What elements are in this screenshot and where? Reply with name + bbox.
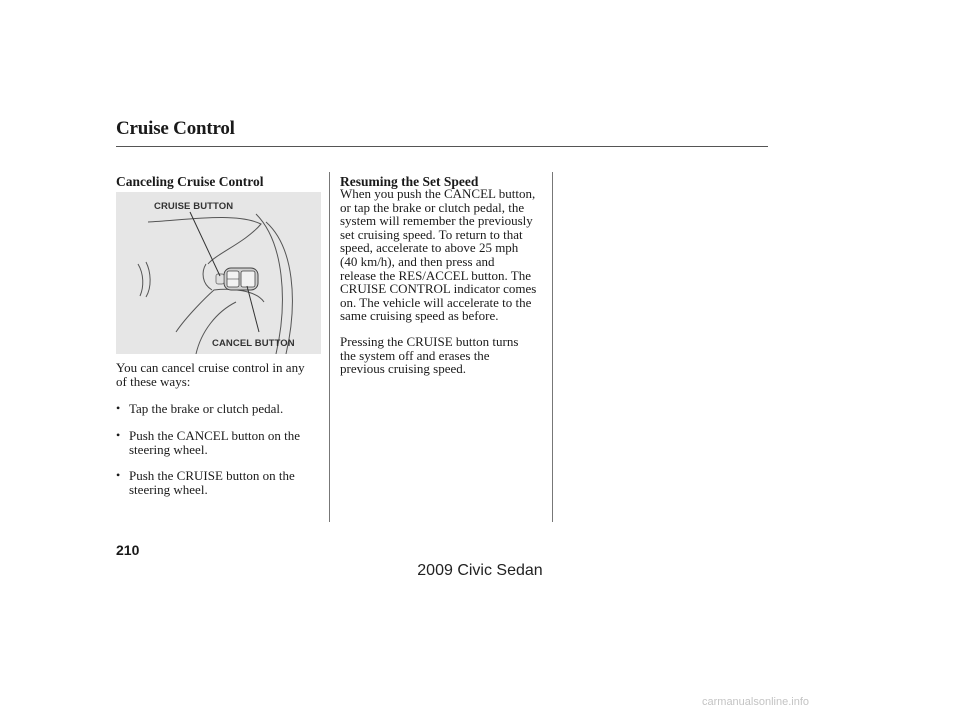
cruise-off-paragraph: Pressing the CRUISE button turns the system off and erases the previous cruising speed. <box>340 334 519 377</box>
bullet-item: • Push the CANCEL button on the steering wheel. <box>116 428 301 457</box>
watermark: carmanualsonline.info <box>702 696 810 708</box>
section-heading-canceling: Canceling Cruise Control <box>116 174 264 189</box>
steering-wheel-illustration <box>116 192 321 354</box>
intro-paragraph: You can cancel cruise control in any of these ways: <box>116 360 305 389</box>
steering-wheel-icon <box>116 192 321 354</box>
cancel-button-label: CANCEL BUTTON <box>212 338 295 349</box>
page-number: 210 <box>116 542 140 558</box>
bullet-icon: • <box>116 401 121 415</box>
cruise-button-label: CRUISE BUTTON <box>154 201 234 212</box>
page-title: Cruise Control <box>116 118 235 139</box>
bullet-item: • Tap the brake or clutch pedal. <box>116 401 284 416</box>
column-divider <box>329 172 330 522</box>
title-divider <box>116 146 768 147</box>
bullet-icon: • <box>116 468 121 482</box>
footer-model-name: 2009 Civic Sedan <box>417 562 543 579</box>
bullet-item: • Push the CRUISE button on the steering wheel. <box>116 468 295 497</box>
column-divider <box>552 172 553 522</box>
section-heading-resuming: Resuming the Set Speed <box>340 174 479 189</box>
bullet-icon: • <box>116 428 121 442</box>
resume-paragraph: When you push the CANCEL button, or tap the brake or clutch pedal, the system will remember the previously set cruising speed. To return to that speed, accelerate to above 25 mph (40 km/h), and then press and release the RES/ACCEL button. The CRUISE CONTROL indicator comes on. The vehicle will accelerate to the same cruising speed as before. <box>340 186 537 324</box>
